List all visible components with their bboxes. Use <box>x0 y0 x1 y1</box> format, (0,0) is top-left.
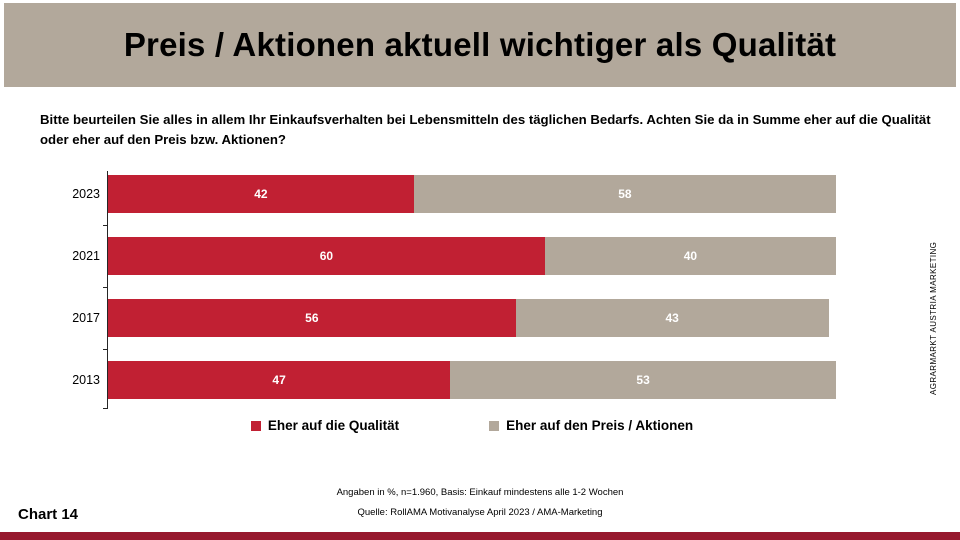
value-label: 42 <box>254 187 268 201</box>
bar-track <box>108 299 836 337</box>
value-label: 40 <box>683 249 698 263</box>
chart-row-2017 <box>48 299 836 337</box>
footnote-basis: Angaben in %, n=1.960, Basis: Einkauf mindestens alle 1-2 Wochen <box>336 487 624 498</box>
bar-track <box>108 237 836 275</box>
bar-segment <box>108 299 516 337</box>
footnote-source: Quelle: RollAMA Motivanalyse April 2023 / AMA-Marketing <box>357 507 603 518</box>
title-banner <box>4 3 956 87</box>
legend-item <box>489 418 693 433</box>
legend-item <box>251 418 399 433</box>
value-label: 43 <box>665 311 679 325</box>
bar-segment <box>516 299 829 337</box>
bar-track <box>108 361 836 399</box>
year-label: 2013 <box>72 373 100 387</box>
value-label: 53 <box>636 373 650 387</box>
chart-row-2013 <box>48 361 836 399</box>
bar-segment <box>108 237 545 275</box>
vertical-brand-text: AGRARMARKT AUSTRIA MARKETING <box>929 241 938 395</box>
value-label: 47 <box>272 373 286 387</box>
slide-title: Preis / Aktionen aktuell wichtiger als Qualität <box>123 26 837 63</box>
value-label: 60 <box>319 249 334 263</box>
legend-label: Eher auf den Preis / Aktionen <box>506 418 694 433</box>
legend-label: Eher auf die Qualität <box>267 418 400 433</box>
value-label: 58 <box>618 187 632 201</box>
chart-row-2023 <box>48 175 836 213</box>
bar-segment <box>108 175 414 213</box>
chart-rows <box>48 175 836 423</box>
year-label: 2021 <box>72 249 100 263</box>
value-label: 56 <box>305 311 319 325</box>
year-label: 2023 <box>72 187 100 201</box>
bar-segment <box>108 361 450 399</box>
legend-swatch <box>251 421 261 431</box>
legend-swatch <box>489 421 499 431</box>
chart-row-2021 <box>48 237 836 275</box>
chart-legend <box>108 418 836 433</box>
bar-segment <box>414 175 836 213</box>
year-label: 2017 <box>72 311 100 325</box>
bar-track <box>108 175 836 213</box>
chart-number: Chart 14 <box>18 506 79 523</box>
question-text: Bitte beurteilen Sie alles in allem Ihr Einkaufsverhalten bei Lebensmitteln des täglichen Bedarfs. Achten Sie da in Summe eher auf die Qualität oder eher auf den Preis bzw. Aktionen? <box>40 112 931 147</box>
bar-segment <box>450 361 836 399</box>
bar-segment <box>545 237 836 275</box>
footer-red-bar <box>0 532 960 540</box>
